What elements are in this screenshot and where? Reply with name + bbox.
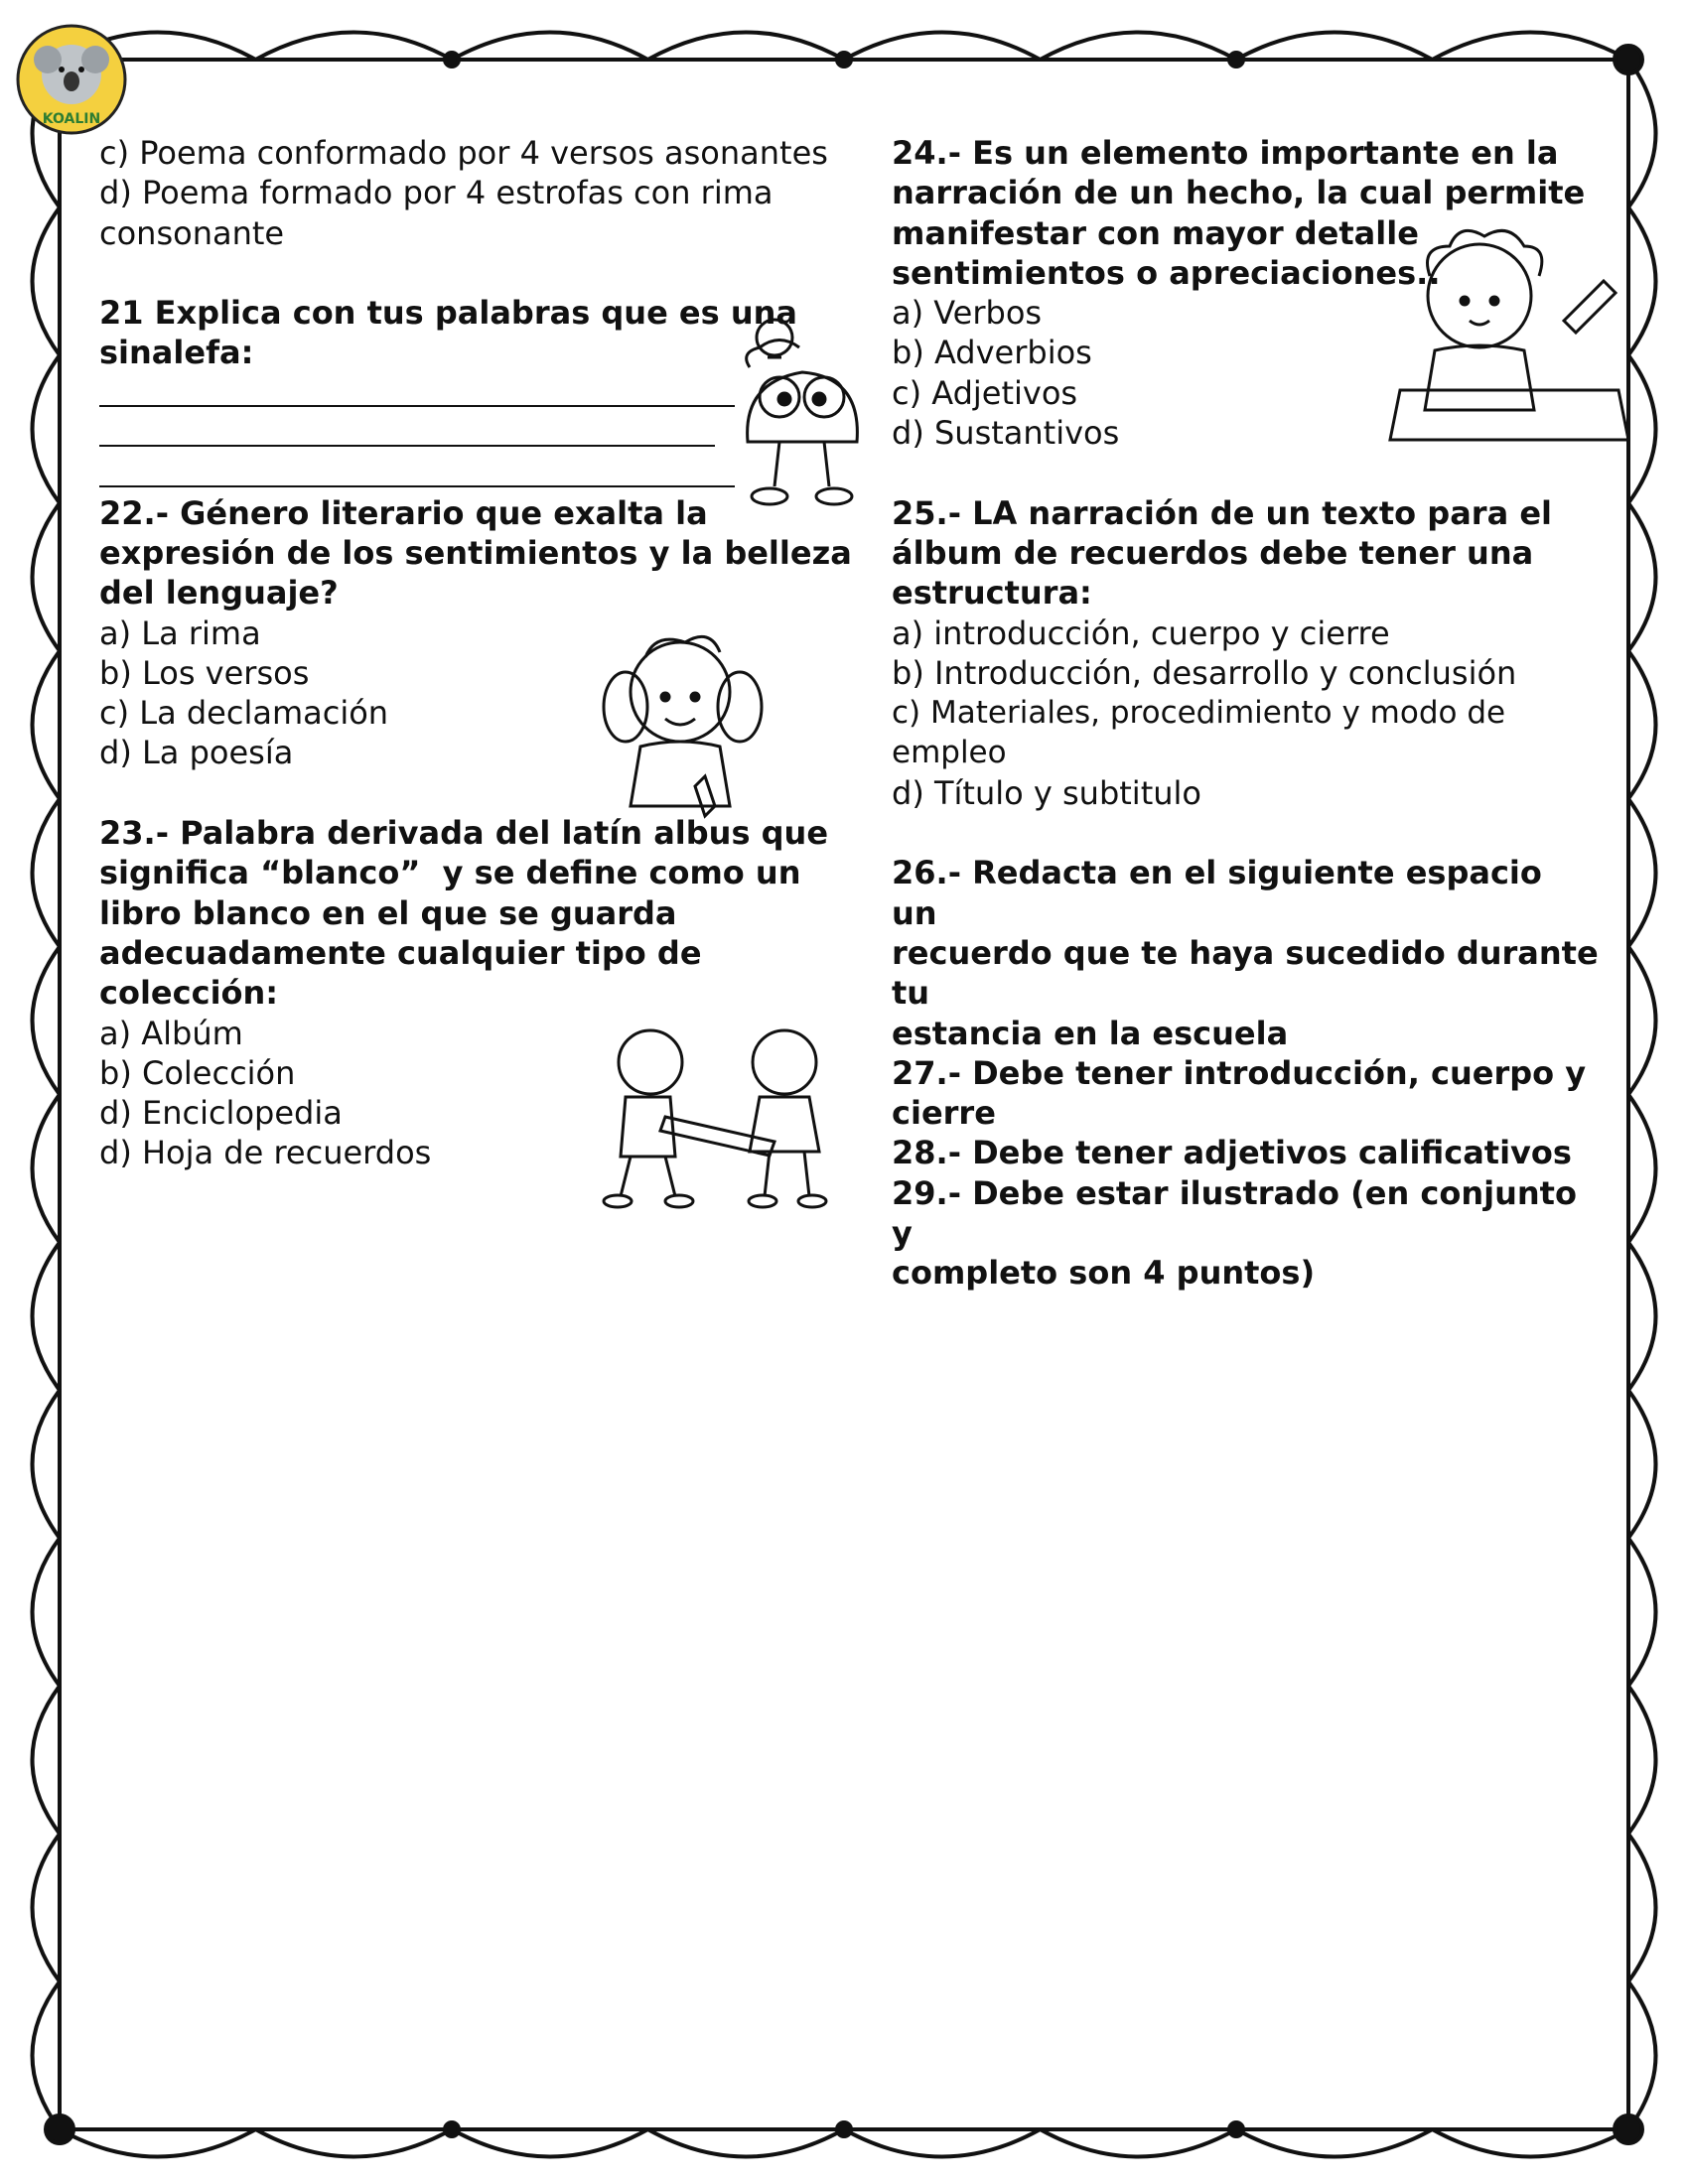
prev-option-c: c) Poema conformado por 4 versos asonantes	[99, 134, 828, 172]
q21-line: sinalefa:	[99, 334, 254, 372]
q26-line: estancia en la escuela	[892, 1014, 1289, 1052]
q27-line: 27.- Debe tener introducción, cuerpo y	[892, 1053, 1587, 1092]
q29-line: completo son 4 puntos)	[892, 1254, 1316, 1293]
q24-option-a[interactable]: a) Verbos	[892, 294, 1043, 333]
q25-option-d[interactable]: d) Título y subtitulo	[892, 773, 1201, 812]
q24-line: 24.- Es un elemento importante en la	[892, 134, 1559, 172]
q23-option-b[interactable]: b) Colección	[99, 1053, 296, 1092]
q23-option-c[interactable]: d) Enciclopedia	[99, 1094, 343, 1133]
q25-line: estructura:	[892, 574, 1092, 613]
q23-line: significa “blanco” y se define como un	[99, 854, 801, 892]
answer-line[interactable]	[99, 453, 735, 492]
prev-option-d-cont: consonante	[99, 213, 285, 252]
q23-line: adecuadamente cualquier tipo de	[99, 933, 702, 972]
q22-line: 22.- Género literario que exalta la	[99, 493, 708, 532]
prev-option-d: d) Poema formado por 4 estrofas con rima	[99, 174, 774, 212]
q22-line: del lenguaje?	[99, 574, 339, 613]
q24-line: manifestar con mayor detalle	[892, 213, 1419, 252]
q26-line: recuerdo que te haya sucedido durante tu	[892, 933, 1610, 1013]
q22-option-a[interactable]: a) La rima	[99, 614, 261, 652]
q23-line: 23.- Palabra derivada del latín albus que	[99, 814, 829, 853]
q23-option-d[interactable]: d) Hoja de recuerdos	[99, 1134, 432, 1172]
q26-line: 26.- Redacta en el siguiente espacio un	[892, 854, 1565, 932]
girl-writing-clipart	[1385, 226, 1633, 475]
bug-with-lightbulb-clipart	[730, 308, 879, 531]
q24-option-b[interactable]: b) Adverbios	[892, 334, 1092, 372]
q25-line: álbum de recuerdos debe tener una	[892, 533, 1534, 572]
q25-option-a[interactable]: a) introducción, cuerpo y cierre	[892, 614, 1390, 652]
q22-line: expresión de los sentimientos y la belleza	[99, 533, 852, 572]
q23-line: colección:	[99, 974, 279, 1013]
q24-line: sentimientos o apreciaciones..	[892, 253, 1441, 292]
answer-line[interactable]	[99, 373, 735, 413]
q25-option-c[interactable]: c) Materiales, procedimiento y modo de empleo	[892, 695, 1515, 771]
q23-line: libro blanco en el que se guarda	[99, 893, 677, 932]
q24-option-d[interactable]: d) Sustantivos	[892, 414, 1120, 453]
two-children-pencil-clipart	[596, 1023, 844, 1211]
q22-option-c[interactable]: c) La declamación	[99, 694, 389, 733]
q25-line: 25.- LA narración de un texto para el	[892, 493, 1552, 532]
logo-text: KOALIN	[42, 111, 101, 127]
q21-line: 21 Explica con tus palabras que es una	[99, 294, 797, 333]
q25-option-b[interactable]: b) Introducción, desarrollo y conclusión	[892, 653, 1517, 692]
q29-line: 29.- Debe estar ilustrado (en conjunto y	[892, 1173, 1589, 1253]
q28-line: 28.- Debe tener adjetivos calificativos	[892, 1134, 1572, 1172]
q22-option-d[interactable]: d) La poesía	[99, 734, 294, 772]
q22-option-b[interactable]: b) Los versos	[99, 653, 310, 692]
child-with-pencil-clipart	[596, 627, 774, 836]
q24-line: narración de un hecho, la cual permite	[892, 174, 1586, 212]
q27-line: cierre	[892, 1094, 996, 1133]
q24-option-c[interactable]: c) Adjetivos	[892, 373, 1078, 412]
q23-option-a[interactable]: a) Albúm	[99, 1014, 243, 1052]
answer-line[interactable]	[99, 413, 715, 453]
koalin-logo	[12, 20, 131, 139]
